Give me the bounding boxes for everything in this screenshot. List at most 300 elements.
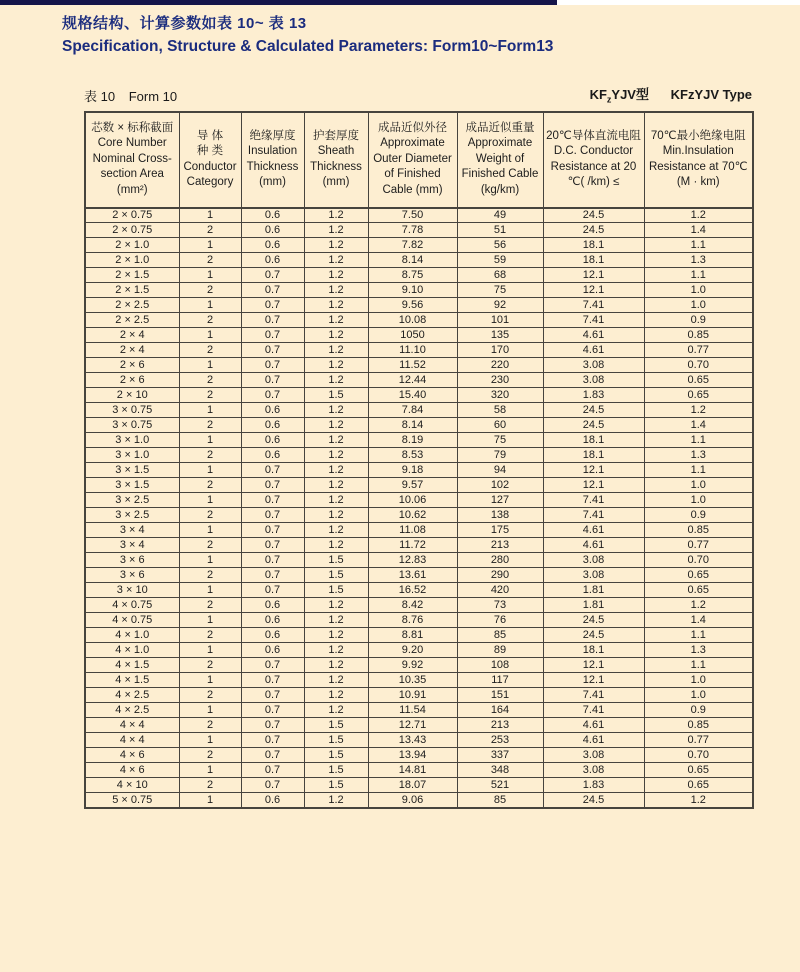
table-cell: 2	[179, 598, 241, 613]
table-cell: 85	[457, 628, 543, 643]
table-cell: 3 × 2.5	[85, 493, 179, 508]
table-row	[85, 448, 753, 463]
column-header-6: 20℃导体直流电阻 D.C. Conductor Resistance at 20 ℃( /km) ≤	[543, 112, 644, 208]
table-row	[85, 358, 753, 373]
table-cell: 1.81	[543, 598, 644, 613]
table-cell: 1	[179, 403, 241, 418]
table-cell: 1.2	[304, 508, 368, 523]
table-cell: 10.62	[368, 508, 457, 523]
table-cell: 0.7	[241, 388, 304, 403]
table-cell: 8.76	[368, 613, 457, 628]
table-cell: 0.7	[241, 463, 304, 478]
table-cell: 1.2	[304, 328, 368, 343]
cable-type-chinese: $KF_zYJV$型	[589, 87, 649, 105]
table-cell: 0.7	[241, 748, 304, 763]
table-cell: 0.6	[241, 793, 304, 808]
table-cell: 127	[457, 493, 543, 508]
table-cell: 4 × 4	[85, 718, 179, 733]
table-cell: 3 × 4	[85, 523, 179, 538]
table-cell: 2	[179, 778, 241, 793]
table-cell: 2	[179, 373, 241, 388]
table-cell: 4 × 6	[85, 748, 179, 763]
table-cell: 4 × 2.5	[85, 688, 179, 703]
table-cell: 10.35	[368, 673, 457, 688]
table-cell: 0.7	[241, 703, 304, 718]
table-cell: 1.5	[304, 388, 368, 403]
table-cell: 0.7	[241, 478, 304, 493]
table-cell: 24.5	[543, 208, 644, 223]
table-cell: 8.14	[368, 418, 457, 433]
table-row	[85, 313, 753, 328]
table-cell: 0.65	[644, 568, 753, 583]
table-cell: 1.2	[304, 403, 368, 418]
table-row	[85, 793, 753, 808]
table-cell: 4.61	[543, 733, 644, 748]
table-cell: 320	[457, 388, 543, 403]
table-cell: 1	[179, 268, 241, 283]
table-row	[85, 268, 753, 283]
table-row	[85, 763, 753, 778]
table-cell: 3 × 6	[85, 553, 179, 568]
table-cell: 12.1	[543, 463, 644, 478]
table-cell: 9.57	[368, 478, 457, 493]
table-cell: 1.5	[304, 748, 368, 763]
table-cell: 10.06	[368, 493, 457, 508]
table-cell: 0.7	[241, 523, 304, 538]
table-cell: 85	[457, 793, 543, 808]
spec-table-body	[85, 208, 753, 808]
table-cell: 1.3	[644, 448, 753, 463]
table-cell: 3 × 0.75	[85, 403, 179, 418]
page-header	[62, 12, 800, 56]
table-cell: 1.1	[644, 433, 753, 448]
table-cell: 0.7	[241, 658, 304, 673]
table-row	[85, 748, 753, 763]
table-cell: 18.1	[543, 238, 644, 253]
table-cell: 337	[457, 748, 543, 763]
table-cell: 9.18	[368, 463, 457, 478]
table-cell: 1	[179, 238, 241, 253]
table-cell: 213	[457, 718, 543, 733]
table-row	[85, 343, 753, 358]
table-cell: 0.6	[241, 223, 304, 238]
table-cell: 7.78	[368, 223, 457, 238]
table-cell: 1.4	[644, 418, 753, 433]
table-cell: 1.83	[543, 778, 644, 793]
column-header-2: 绝缘厚度 Insulation Thickness (mm)	[241, 112, 304, 208]
table-cell: 3 × 1.0	[85, 448, 179, 463]
table-cell: 220	[457, 358, 543, 373]
table-cell: 12.1	[543, 283, 644, 298]
table-row	[85, 223, 753, 238]
table-cell: 13.61	[368, 568, 457, 583]
table-cell: 0.7	[241, 373, 304, 388]
table-row	[85, 433, 753, 448]
table-cell: 2 × 1.0	[85, 238, 179, 253]
table-cell: 2	[179, 418, 241, 433]
table-cell: 164	[457, 703, 543, 718]
table-cell: 75	[457, 433, 543, 448]
table-cell: 1.2	[304, 448, 368, 463]
table-cell: 1.5	[304, 763, 368, 778]
table-cell: 2	[179, 748, 241, 763]
table-cell: 0.6	[241, 253, 304, 268]
table-cell: 1	[179, 493, 241, 508]
table-cell: 24.5	[543, 223, 644, 238]
table-cell: 0.65	[644, 388, 753, 403]
table-row	[85, 463, 753, 478]
table-cell: 1.2	[644, 793, 753, 808]
table-cell: 24.5	[543, 628, 644, 643]
table-cell: 0.65	[644, 373, 753, 388]
table-cell: 24.5	[543, 793, 644, 808]
table-cell: 1.0	[644, 493, 753, 508]
page-title-chinese: 规格结构、计算参数如表 10~ 表 13	[62, 15, 307, 32]
table-cell: 1.4	[644, 223, 753, 238]
table-cell: 3 × 1.5	[85, 478, 179, 493]
table-cell: 4 × 4	[85, 733, 179, 748]
table-cell: 4 × 10	[85, 778, 179, 793]
table-cell: 3 × 1.0	[85, 433, 179, 448]
table-cell: 0.6	[241, 403, 304, 418]
table-cell: 1050	[368, 328, 457, 343]
table-cell: 4 × 1.0	[85, 628, 179, 643]
table-cell: 230	[457, 373, 543, 388]
table-cell: 1	[179, 553, 241, 568]
table-cell: 0.7	[241, 313, 304, 328]
table-cell: 1	[179, 523, 241, 538]
table-cell: 2 × 10	[85, 388, 179, 403]
table-cell: 1	[179, 328, 241, 343]
table-row	[85, 403, 753, 418]
table-cell: 0.65	[644, 778, 753, 793]
table-cell: 2	[179, 343, 241, 358]
table-cell: 1.2	[304, 223, 368, 238]
table-cell: 15.40	[368, 388, 457, 403]
table-row	[85, 508, 753, 523]
table-cell: 1.1	[644, 463, 753, 478]
table-cell: 3.08	[543, 373, 644, 388]
table-cell: 0.9	[644, 313, 753, 328]
table-cell: 8.53	[368, 448, 457, 463]
table-row	[85, 538, 753, 553]
table-cell: 7.41	[543, 298, 644, 313]
table-cell: 170	[457, 343, 543, 358]
table-cell: 12.1	[543, 673, 644, 688]
table-row	[85, 388, 753, 403]
table-cell: 9.92	[368, 658, 457, 673]
table-cell: 8.42	[368, 598, 457, 613]
table-cell: 73	[457, 598, 543, 613]
table-cell: 1.2	[304, 253, 368, 268]
table-cell: 4 × 1.5	[85, 673, 179, 688]
table-cell: 3 × 4	[85, 538, 179, 553]
table-cell: 9.20	[368, 643, 457, 658]
table-cell: 59	[457, 253, 543, 268]
table-cell: 12.71	[368, 718, 457, 733]
table-cell: 51	[457, 223, 543, 238]
table-cell: 0.6	[241, 598, 304, 613]
table-cell: 3 × 1.5	[85, 463, 179, 478]
table-cell: 0.85	[644, 718, 753, 733]
cable-type-label	[590, 84, 752, 105]
table-cell: 1	[179, 793, 241, 808]
table-cell: 8.75	[368, 268, 457, 283]
table-cell: 0.77	[644, 343, 753, 358]
table-cell: 0.7	[241, 358, 304, 373]
table-cell: 11.08	[368, 523, 457, 538]
table-cell: 13.94	[368, 748, 457, 763]
table-cell: 0.9	[644, 508, 753, 523]
table-cell: 94	[457, 463, 543, 478]
table-cell: 0.7	[241, 568, 304, 583]
table-cell: 1	[179, 358, 241, 373]
table-cell: 1.2	[304, 433, 368, 448]
table-cell: 1	[179, 733, 241, 748]
table-cell: 1.4	[644, 613, 753, 628]
table-cell: 18.1	[543, 643, 644, 658]
table-cell: 0.7	[241, 718, 304, 733]
table-cell: 14.81	[368, 763, 457, 778]
table-cell: 138	[457, 508, 543, 523]
table-cell: 2	[179, 223, 241, 238]
table-cell: 0.70	[644, 748, 753, 763]
table-cell: 60	[457, 418, 543, 433]
table-cell: 1.2	[304, 343, 368, 358]
page-top-edge	[0, 0, 800, 5]
table-cell: 1.5	[304, 568, 368, 583]
table-cell: 2	[179, 388, 241, 403]
table-cell: 4 × 6	[85, 763, 179, 778]
table-row	[85, 328, 753, 343]
table-cell: 9.06	[368, 793, 457, 808]
table-cell: 1.2	[304, 298, 368, 313]
table-cell: 2 × 2.5	[85, 298, 179, 313]
table-cell: 12.1	[543, 268, 644, 283]
table-cell: 420	[457, 583, 543, 598]
table-cell: 4 × 2.5	[85, 703, 179, 718]
table-cell: 1.2	[304, 208, 368, 223]
table-cell: 1.5	[304, 553, 368, 568]
table-cell: 4.61	[543, 328, 644, 343]
column-header-5: 成品近似重量 Approximate Weight of Finished Cable (kg/km)	[457, 112, 543, 208]
table-cell: 8.81	[368, 628, 457, 643]
table-cell: 135	[457, 328, 543, 343]
table-cell: 0.6	[241, 613, 304, 628]
table-cell: 2	[179, 508, 241, 523]
table-cell: 58	[457, 403, 543, 418]
table-cell: 2 × 1.5	[85, 283, 179, 298]
table-cell: 16.52	[368, 583, 457, 598]
table-cell: 4 × 0.75	[85, 613, 179, 628]
table-cell: 3.08	[543, 763, 644, 778]
table-cell: 1.5	[304, 718, 368, 733]
table-cell: 11.52	[368, 358, 457, 373]
table-cell: 24.5	[543, 613, 644, 628]
table-cell: 1.81	[543, 583, 644, 598]
table-cell: 1.2	[304, 613, 368, 628]
table-cell: 0.7	[241, 733, 304, 748]
table-cell: 68	[457, 268, 543, 283]
table-cell: 11.72	[368, 538, 457, 553]
table-meta-row	[84, 84, 752, 105]
table-cell: 0.85	[644, 328, 753, 343]
table-cell: 0.6	[241, 433, 304, 448]
table-cell: 1.3	[644, 253, 753, 268]
table-cell: 2	[179, 718, 241, 733]
table-cell: 7.41	[543, 508, 644, 523]
table-cell: 18.07	[368, 778, 457, 793]
table-cell: 0.7	[241, 283, 304, 298]
table-row	[85, 208, 753, 223]
table-cell: 1.0	[644, 688, 753, 703]
table-cell: 0.7	[241, 778, 304, 793]
table-cell: 1.2	[304, 238, 368, 253]
table-cell: 3.08	[543, 553, 644, 568]
top-edge-light-band	[557, 0, 800, 5]
table-cell: 3 × 10	[85, 583, 179, 598]
table-cell: 2 × 4	[85, 328, 179, 343]
column-header-1: 导 体 种 类 Conductor Category	[179, 112, 241, 208]
table-cell: 2 × 2.5	[85, 313, 179, 328]
table-row	[85, 733, 753, 748]
table-cell: 0.85	[644, 523, 753, 538]
table-cell: 2	[179, 253, 241, 268]
table-cell: 348	[457, 763, 543, 778]
table-cell: 5 × 0.75	[85, 793, 179, 808]
table-cell: 0.7	[241, 493, 304, 508]
table-cell: 1.2	[304, 598, 368, 613]
table-cell: 11.54	[368, 703, 457, 718]
table-cell: 1.1	[644, 658, 753, 673]
table-cell: 12.83	[368, 553, 457, 568]
table-cell: 1.2	[304, 418, 368, 433]
table-cell: 9.56	[368, 298, 457, 313]
table-cell: 4 × 1.5	[85, 658, 179, 673]
table-cell: 1.5	[304, 778, 368, 793]
table-cell: 1.2	[304, 478, 368, 493]
table-cell: 1.2	[304, 793, 368, 808]
cable-type-english: KFzYJV Type	[670, 87, 752, 102]
table-cell: 2 × 0.75	[85, 223, 179, 238]
table-cell: 521	[457, 778, 543, 793]
table-cell: 1.1	[644, 628, 753, 643]
table-cell: 1.0	[644, 673, 753, 688]
table-row	[85, 418, 753, 433]
table-cell: 1.2	[304, 268, 368, 283]
table-cell: 2	[179, 568, 241, 583]
table-cell: 0.65	[644, 583, 753, 598]
table-row	[85, 598, 753, 613]
table-cell: 10.08	[368, 313, 457, 328]
table-cell: 4 × 0.75	[85, 598, 179, 613]
table-cell: 18.1	[543, 433, 644, 448]
table-cell: 75	[457, 283, 543, 298]
table-cell: 1.2	[304, 358, 368, 373]
table-cell: 1.2	[644, 208, 753, 223]
table-cell: 1.0	[644, 478, 753, 493]
table-cell: 13.43	[368, 733, 457, 748]
form-label-english: Form 10	[128, 88, 178, 104]
table-row	[85, 553, 753, 568]
table-row	[85, 373, 753, 388]
table-cell: 2 × 4	[85, 343, 179, 358]
table-cell: 12.44	[368, 373, 457, 388]
table-cell: 1	[179, 643, 241, 658]
table-row	[85, 703, 753, 718]
table-cell: 0.6	[241, 238, 304, 253]
table-cell: 0.7	[241, 268, 304, 283]
table-cell: 0.6	[241, 628, 304, 643]
table-cell: 9.10	[368, 283, 457, 298]
table-cell: 12.1	[543, 658, 644, 673]
spec-table	[84, 111, 754, 809]
table-cell: 0.6	[241, 643, 304, 658]
table-cell: 2	[179, 658, 241, 673]
table-cell: 2	[179, 688, 241, 703]
table-cell: 1.2	[644, 598, 753, 613]
table-cell: 7.41	[543, 703, 644, 718]
table-cell: 1.1	[644, 268, 753, 283]
table-cell: 117	[457, 673, 543, 688]
table-row	[85, 583, 753, 598]
column-header-0: 芯数 × 标称截面 Core Number Nominal Cross- section Area (mm²)	[85, 112, 179, 208]
table-row	[85, 478, 753, 493]
table-cell: 0.7	[241, 508, 304, 523]
table-row	[85, 643, 753, 658]
table-cell: 1.2	[304, 688, 368, 703]
table-cell: 3.08	[543, 568, 644, 583]
table-cell: 1.2	[304, 658, 368, 673]
table-cell: 4.61	[543, 523, 644, 538]
table-cell: 1.2	[304, 313, 368, 328]
table-cell: 2 × 1.5	[85, 268, 179, 283]
table-cell: 1	[179, 763, 241, 778]
table-row	[85, 718, 753, 733]
table-cell: 1.5	[304, 733, 368, 748]
top-edge-dark-band	[0, 0, 557, 5]
table-cell: 7.41	[543, 313, 644, 328]
table-cell: 1	[179, 703, 241, 718]
table-row	[85, 493, 753, 508]
table-cell: 1.2	[304, 463, 368, 478]
table-cell: 213	[457, 538, 543, 553]
table-cell: 2	[179, 448, 241, 463]
table-cell: 0.7	[241, 673, 304, 688]
table-row	[85, 283, 753, 298]
table-cell: 151	[457, 688, 543, 703]
header-row	[85, 112, 753, 208]
table-cell: 7.41	[543, 493, 644, 508]
table-cell: 7.82	[368, 238, 457, 253]
table-row	[85, 253, 753, 268]
table-cell: 0.6	[241, 208, 304, 223]
spec-table-head	[85, 112, 753, 208]
column-header-4: 成品近似外径 Approximate Outer Diameter of Finished Cable (mm)	[368, 112, 457, 208]
table-cell: 7.41	[543, 688, 644, 703]
table-cell: 24.5	[543, 403, 644, 418]
table-cell: 175	[457, 523, 543, 538]
table-cell: 0.70	[644, 553, 753, 568]
table-cell: 1.0	[644, 283, 753, 298]
table-cell: 1.2	[304, 493, 368, 508]
table-cell: 0.6	[241, 448, 304, 463]
form-label-chinese: 表 10	[84, 88, 116, 104]
table-cell: 1.5	[304, 583, 368, 598]
table-cell: 0.7	[241, 343, 304, 358]
table-row	[85, 628, 753, 643]
table-cell: 1	[179, 433, 241, 448]
